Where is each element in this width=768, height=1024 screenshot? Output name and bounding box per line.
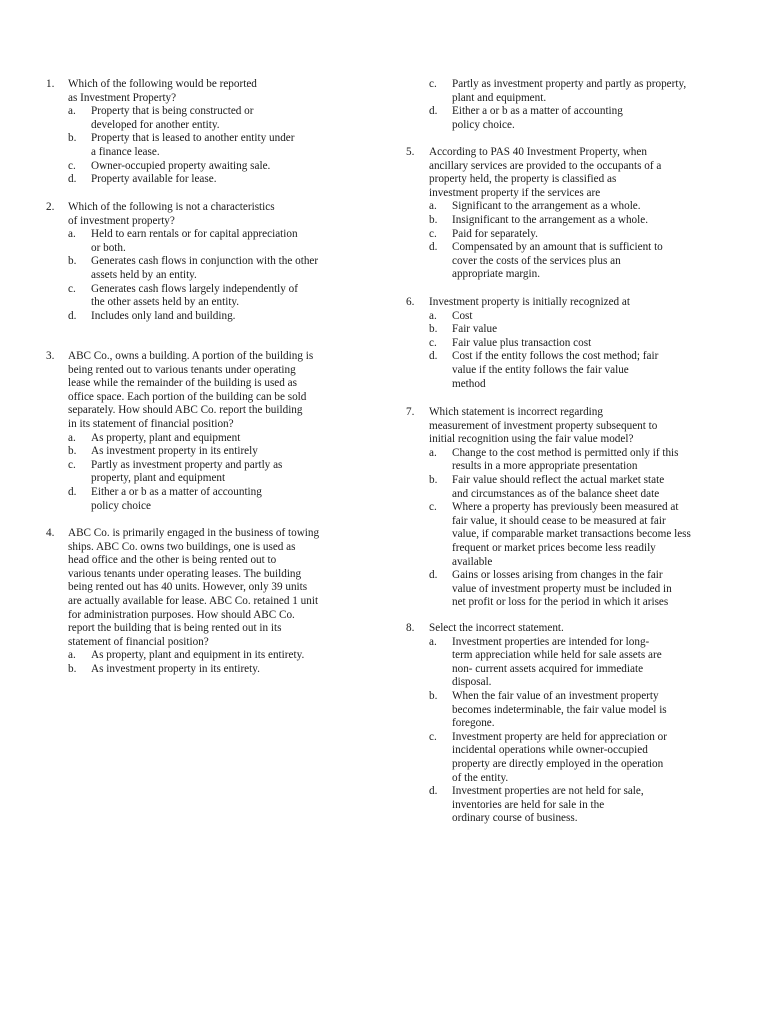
option-text: Cost [452,309,473,322]
option-letter: c. [68,159,76,172]
option-d [429,241,736,282]
question-4 [46,527,361,677]
option-b [429,474,746,501]
option-text: Generates cash flows largely independently of the other assets held by an entity. [91,282,299,309]
option-letter: c. [429,730,437,743]
option-text: As investment property in its entirely [91,445,258,458]
option-letter: b. [429,323,438,336]
option-letter: c. [429,501,437,514]
option-letter: b. [68,662,77,675]
option-a [68,649,361,663]
option-c [429,731,736,785]
option-text: Held to earn rentals or for capital appreciation or both. [91,228,298,254]
option-c [429,228,736,242]
option-letter: d. [429,350,438,363]
option-letter: a. [68,228,76,241]
option-text: Change to the cost method is permitted only if this results in a more appropriate presentation [452,446,679,473]
question-7 [406,406,746,610]
option-text: Either a or b as a matter of accounting policy choice [91,485,262,512]
option-c [68,459,356,486]
option-c [68,283,371,310]
option-text: Investment property are held for appreciation or incidental operations while owner-occupied property are directly employed in the operation of the entity. [452,730,667,784]
option-letter: a. [429,200,437,213]
option-d [68,310,371,324]
question-8 [406,622,736,826]
option-letter: b. [68,132,77,145]
option-text: Partly as investment property and partly as property, plant and equipment [91,458,283,485]
option-d [429,569,746,610]
option-c [429,78,749,105]
option-text: Paid for separately. [452,227,538,240]
question-text: Investment property is initially recognized at [429,296,631,308]
option-text: Owner-occupied property awaiting sale. [91,159,271,172]
question-number: 4. [46,527,55,539]
option-letter: d. [429,569,438,582]
option-letter: b. [429,473,438,486]
option-a [68,228,371,255]
option-letter: a. [68,649,76,662]
option-c [429,501,746,569]
question-3 [46,350,356,513]
question-text: Which of the following would be reported as Investment Property? [68,78,257,104]
option-d [68,173,366,187]
option-letter: b. [429,213,438,226]
option-text: Fair value plus transaction cost [452,336,592,349]
option-a [68,105,366,132]
option-text: Includes only land and building. [91,309,236,322]
question-text: According to PAS 40 Investment Property, when ancillary services are provided to the occupants of a property held, the property is classified as investment property if the services are [429,146,662,199]
option-text: Significant to the arrangement as a whole. [452,200,641,213]
option-text: Where a property has previously been measured at fair value, it should cease to be measured at fair value, if comparable market transactions become less frequent or market prices become less readily available [452,501,691,568]
option-text: Partly as investment property and partly as property, plant and equipment. [452,78,687,104]
question-2 [46,201,371,323]
option-letter: b. [68,255,77,268]
question-number: 5. [406,146,415,158]
option-text: As property, plant and equipment [91,431,241,444]
option-b [429,214,736,228]
option-letter: c. [429,336,437,349]
option-d [429,105,749,132]
option-text: Property that is leased to another entity under a finance lease. [91,132,295,158]
question-text: Which statement is incorrect regarding measurement of investment property subsequent to initial recognition using the fair value model? [429,406,658,446]
option-letter: d. [68,309,77,322]
option-letter: d. [429,105,438,118]
option-text: Fair value [452,323,498,336]
option-d [68,486,356,513]
option-b [68,445,356,459]
option-letter: d. [68,173,77,186]
option-d [429,350,736,391]
question-number: 8. [406,622,415,634]
option-a [429,310,736,324]
option-text: Compensated by an amount that is sufficient to cover the costs of the services plus an appropriate margin. [452,241,663,281]
question-number: 1. [46,78,55,90]
question-text: ABC Co., owns a building. A portion of the building is being rented out to various tenants under operating lease while the remainder of the building is used as office space. Each portion of the building can be sold separately. How should ABC Co. report the building in its statement of financial position? [68,350,314,430]
question-number: 2. [46,201,55,213]
option-letter: c. [429,227,437,240]
option-letter: a. [429,635,437,648]
option-letter: a. [429,309,437,322]
option-c [68,160,366,174]
option-letter: c. [68,282,76,295]
option-a [429,200,736,214]
question-text: Which of the following is not a characteristics of investment property? [68,201,275,227]
option-letter: d. [429,241,438,254]
option-letter: a. [68,431,76,444]
option-text: Generates cash flows in conjunction with the other assets held by an entity. [91,255,319,281]
option-text: As property, plant and equipment in its entirety. [91,649,305,662]
option-text: When the fair value of an investment property becomes indeterminable, the fair value model is foregone. [452,689,667,730]
question-5 [406,146,736,282]
option-text: Either a or b as a matter of accounting policy choice. [452,105,623,131]
option-text: Investment properties are intended for long- term appreciation while held for sale assets are non- current assets acquired for immediate disposal. [452,635,662,689]
option-letter: a. [68,105,76,118]
question-number: 6. [406,296,415,308]
option-text: As investment property in its entirety. [91,662,260,675]
question-number: 7. [406,406,415,418]
option-a [429,447,746,474]
question-number: 3. [46,350,55,362]
option-letter: a. [429,446,437,459]
option-a [429,636,736,690]
option-text: Fair value should reflect the actual market state and circumstances as of the balance sheet date [452,473,665,500]
option-b [429,323,736,337]
option-text: Cost if the entity follows the cost method; fair value if the entity follows the fair value method [452,350,659,390]
question-4-continued [429,78,749,132]
option-letter: b. [429,689,438,702]
option-b [429,690,736,731]
option-letter: b. [68,445,77,458]
option-text: Investment properties are not held for sale, inventories are held for sale in the ordinary course of business. [452,785,644,825]
option-letter: c. [429,78,437,90]
option-a [68,432,356,446]
option-b [68,663,361,677]
option-text: Insignificant to the arrangement as a whole. [452,213,649,226]
question-text: ABC Co. is primarily engaged in the business of towing ships. ABC Co. owns two buildings, one is used as head office and the other is being rented out to various tenants under operating leases. The building being rented out has 40 units. However, only 39 units are actually available for lease. ABC Co. retained 1 unit for administration purposes. How should ABC Co. report the building that is being rented out in its statement of financial position? [68,527,320,648]
option-letter: d. [429,785,438,798]
option-b [68,132,366,159]
question-1 [46,78,366,187]
option-letter: c. [68,458,76,471]
option-d [429,785,736,826]
option-text: Property that is being constructed or developed for another entity. [91,105,254,131]
question-text: Select the incorrect statement. [429,622,564,634]
option-b [68,255,371,282]
option-c [429,337,736,351]
option-text: Gains or losses arising from changes in the fair value of investment property must be included in net profit or loss for the period in which it arises [452,569,672,609]
question-6 [406,296,736,391]
option-text: Property available for lease. [91,173,217,186]
option-letter: d. [68,485,77,498]
